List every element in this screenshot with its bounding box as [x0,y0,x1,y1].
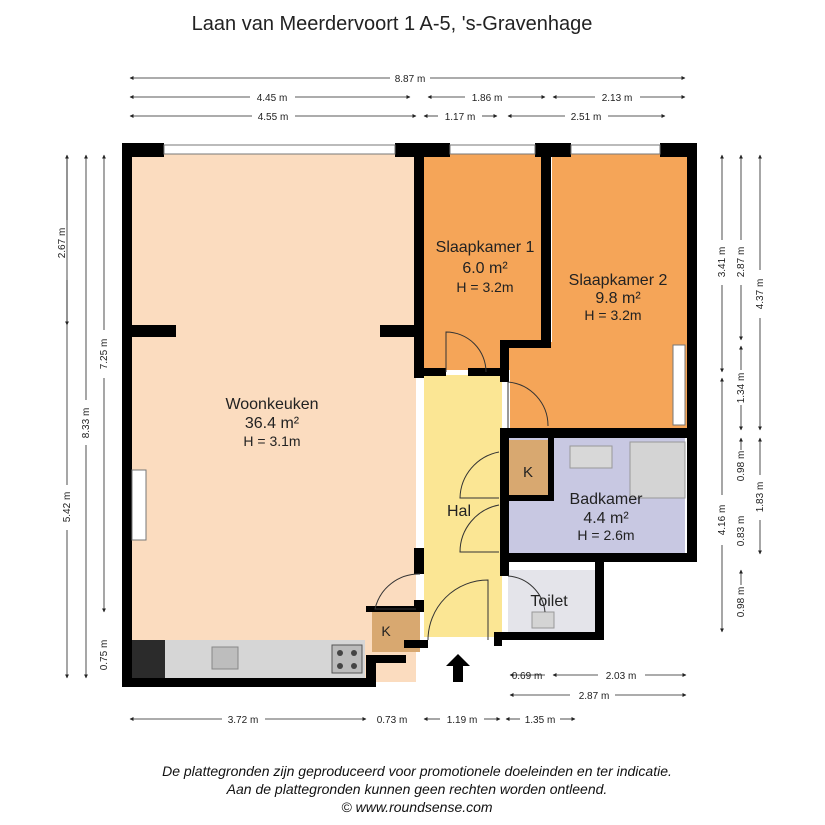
top-dimensions [130,74,685,123]
svg-text:4.45 m: 4.45 m [256,93,288,104]
svg-text:Woonkeuken: Woonkeuken [225,396,319,413]
hal-label: Hal [446,503,472,520]
left-dimensions [57,155,110,678]
kast-2-label: K [381,623,391,639]
svg-text:2.67 m: 2.67 m [57,227,68,259]
svg-text:H = 3.1m: H = 3.1m [243,433,301,449]
svg-text:5.42 m: 5.42 m [62,491,73,523]
svg-text:3.41 m: 3.41 m [717,246,728,278]
svg-text:De plattegronden zijn geproduc: De plattegronden zijn geproduceerd voor promotionele doeleinden en ter indicatie. [162,763,672,779]
svg-text:Aan de plattegronden kunnen ge: Aan de plattegronden kunnen geen rechten worden ontleend. [226,781,608,797]
svg-text:2.03 m: 2.03 m [605,671,637,682]
kast-1-label: K [522,464,534,481]
svg-text:Badkamer: Badkamer [569,491,643,508]
svg-text:1.86 m: 1.86 m [471,93,503,104]
svg-text:9.8 m²: 9.8 m² [595,290,641,307]
svg-text:1.34 m: 1.34 m [736,372,747,404]
svg-text:4.55 m: 4.55 m [257,112,289,123]
svg-text:36.4 m²: 36.4 m² [244,415,300,432]
svg-text:4.16 m: 4.16 m [717,504,728,536]
svg-text:8.87 m: 8.87 m [394,74,426,85]
svg-text:4.4 m²: 4.4 m² [583,510,629,527]
svg-text:2.13 m: 2.13 m [601,93,633,104]
entrance-arrow-icon [446,654,470,682]
svg-text:8.33 m: 8.33 m [81,407,92,439]
stove [332,645,362,673]
plan-title: Laan van Meerdervoort 1 A-5, 's-Gravenhage [191,13,593,35]
toilet-label: Toilet [530,593,568,610]
svg-text:1.83 m: 1.83 m [755,481,766,513]
svg-text:H = 3.2m: H = 3.2m [456,279,514,295]
svg-text:0.98 m: 0.98 m [736,586,747,618]
svg-text:0.83 m: 0.83 m [736,515,747,547]
svg-text:4.37 m: 4.37 m [755,278,766,310]
svg-text:© www.roundsense.com: © www.roundsense.com [341,799,493,815]
svg-text:1.19 m: 1.19 m [446,715,478,726]
washbasin [570,446,612,468]
svg-text:0.73 m: 0.73 m [376,715,408,726]
svg-text:2.51 m: 2.51 m [570,112,602,123]
svg-text:6.0 m²: 6.0 m² [462,260,508,277]
svg-text:1.35 m: 1.35 m [524,715,556,726]
svg-text:H = 3.2m: H = 3.2m [584,307,642,323]
svg-text:0.75 m: 0.75 m [99,639,110,671]
sink [212,647,238,669]
kitchen-end-unit [130,640,165,678]
svg-text:7.25 m: 7.25 m [99,338,110,370]
svg-text:0.98 m: 0.98 m [736,450,747,482]
svg-text:0.69 m: 0.69 m [511,671,543,682]
svg-text:H = 2.6m: H = 2.6m [577,527,635,543]
svg-text:2.87 m: 2.87 m [578,691,610,702]
svg-text:2.87 m: 2.87 m [736,246,747,278]
svg-text:1.17 m: 1.17 m [444,112,476,123]
right-dimensions [717,155,766,632]
svg-text:Slaapkamer 2: Slaapkamer 2 [568,272,668,289]
svg-text:3.72 m: 3.72 m [227,715,259,726]
shower [630,442,685,498]
toilet-bowl [532,612,554,628]
svg-text:Slaapkamer 1: Slaapkamer 1 [435,239,535,256]
disclaimer [162,763,672,815]
